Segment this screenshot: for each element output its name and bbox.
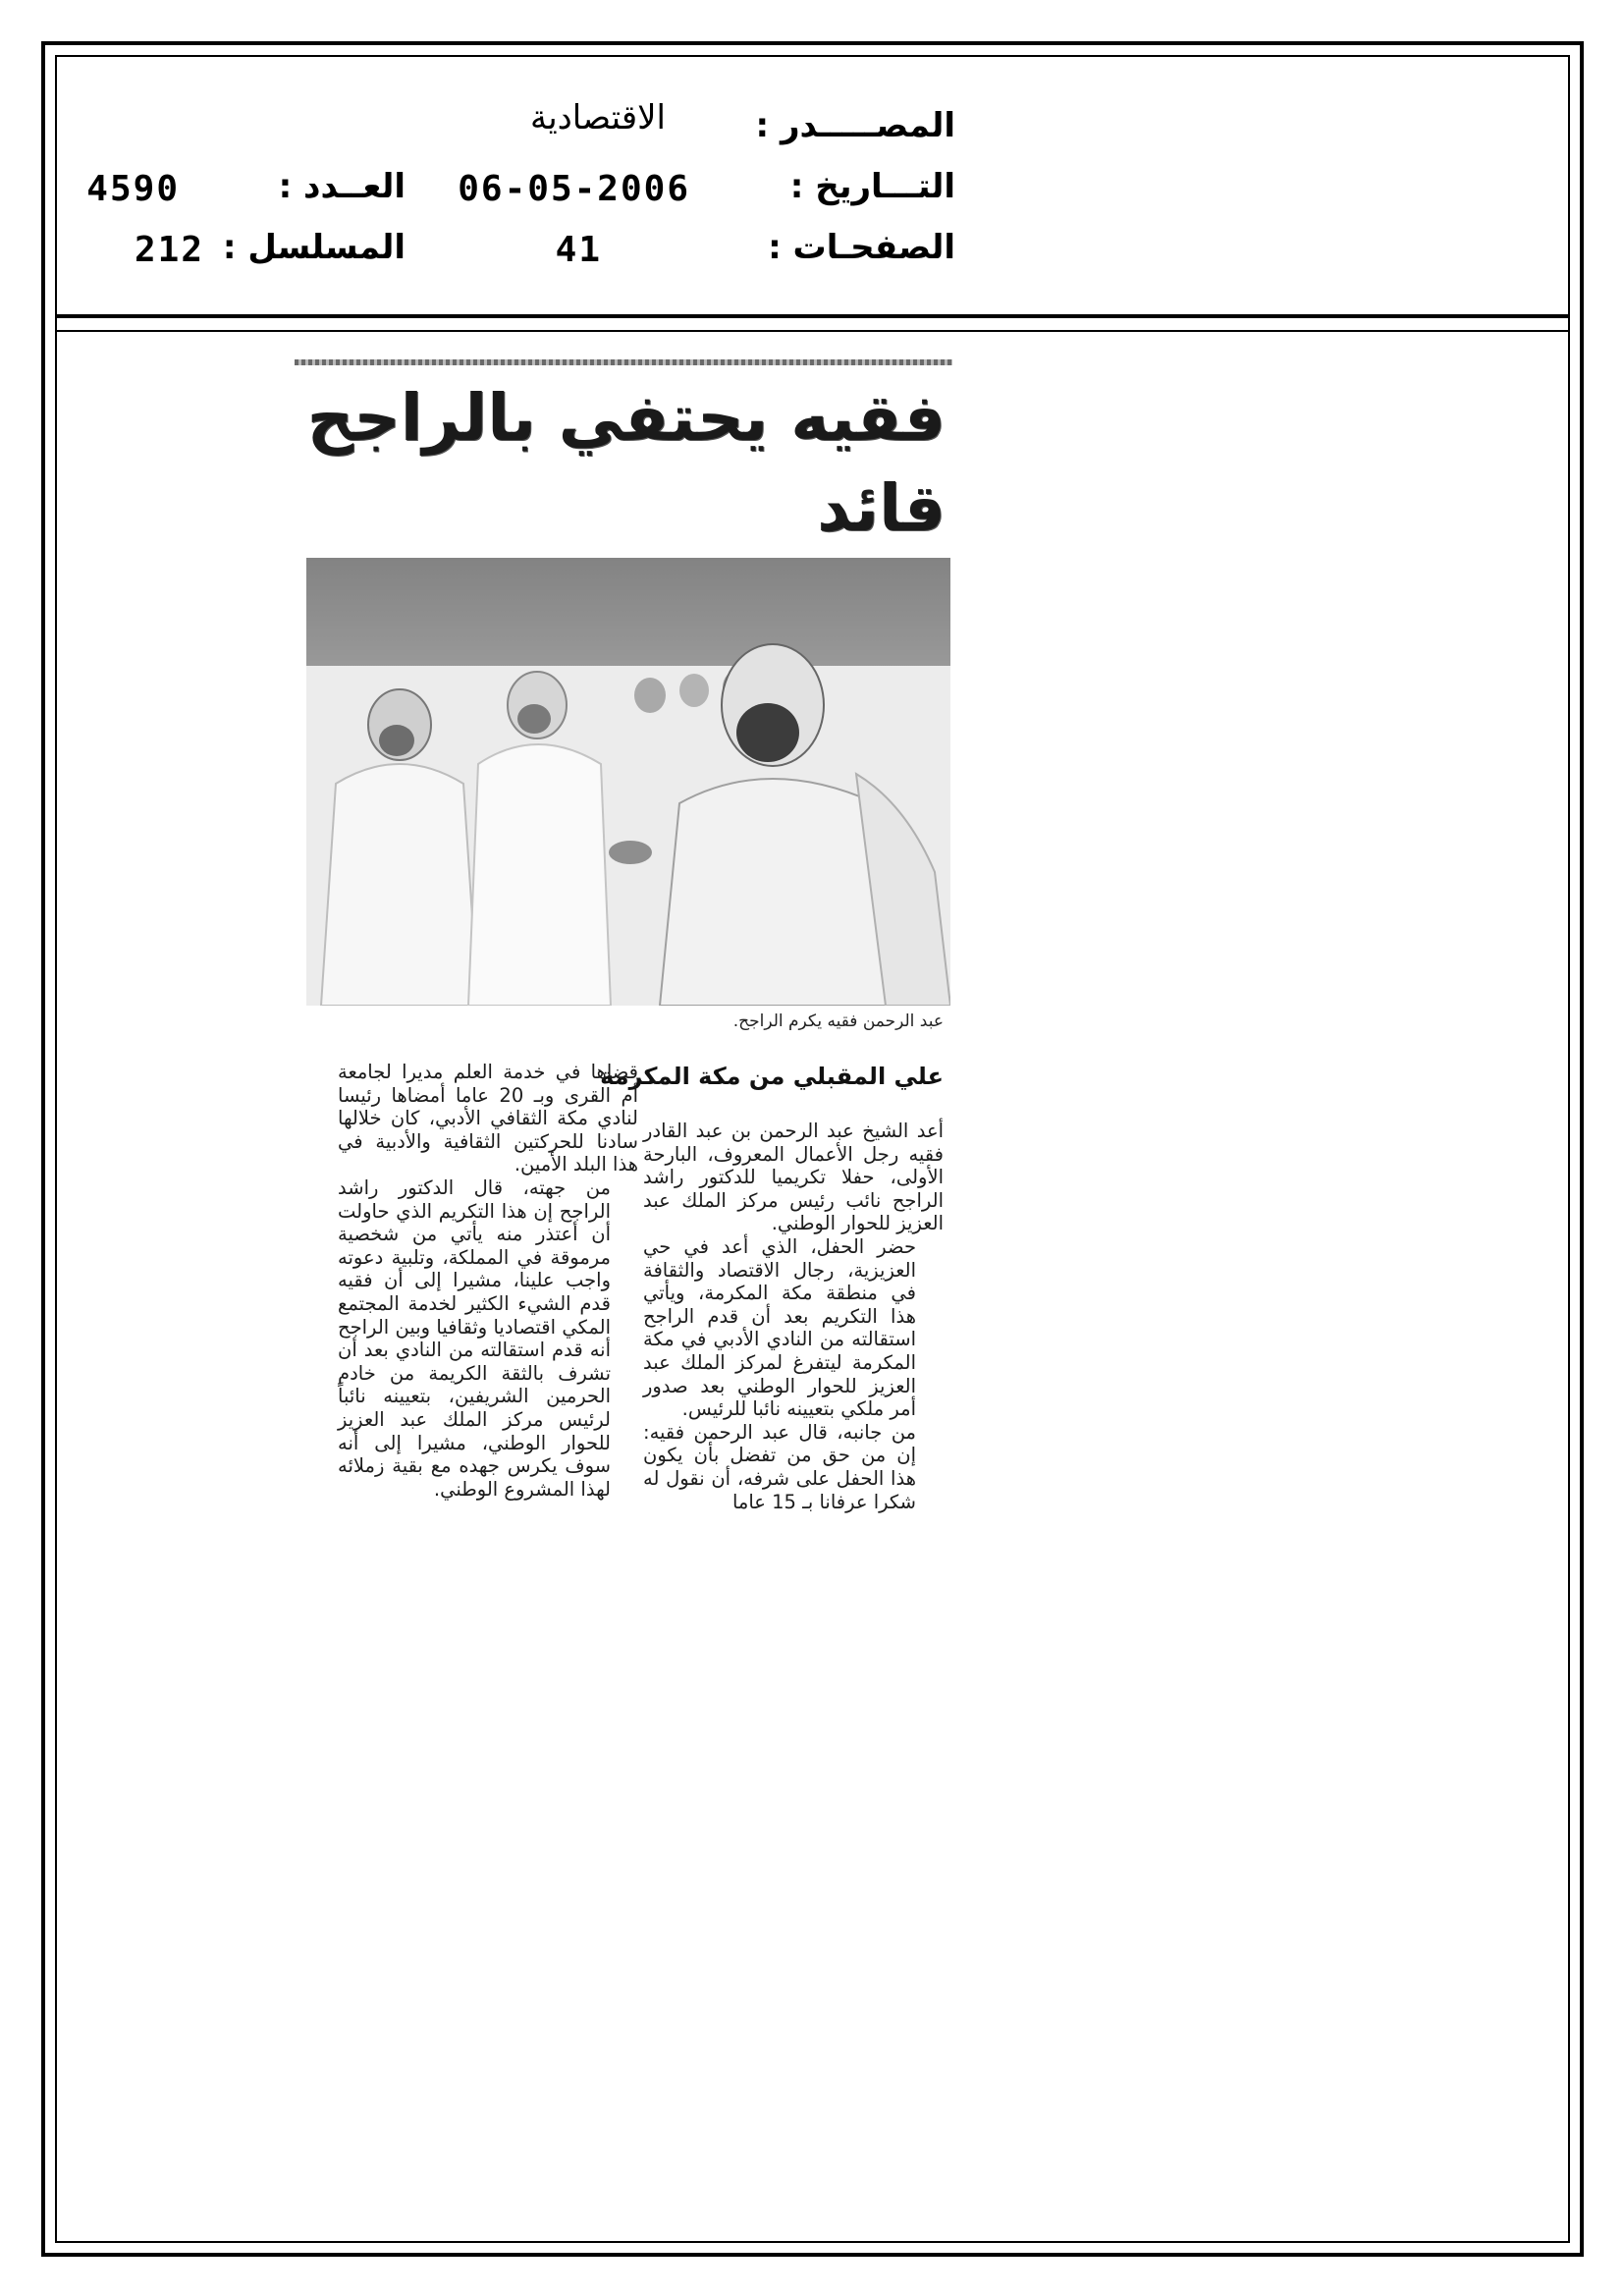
article-photo	[306, 558, 950, 1006]
article-column-2	[338, 1061, 638, 1501]
date-label: التـــاريخ :	[789, 167, 955, 206]
column-2-paragraph-2: من جهته، قال الدكتور راشد الراجح إن هذا التكريم الذي حاولت أن أعتذر منه يأتي من شخصية مرموقة في المملكة، وتلبية دعوته واجب علينا، مشيرا إلى أن فقيه قدم الشيء الكثير لخدمة المجتمع المكي اقتصاديا وثقافيا وبين الراجح أنه قدم استقالته من النادي بعد أن تشرف بالثقة الكريمة من خادم الحرمين الشريفين، بتعيينه نائباً لرئيس مركز الملك عبد العزيز للحوار الوطني، مشيرا إلى أنه سوف يكرس جهده مع بقية زملائه لهذا المشروع الوطني.	[338, 1175, 611, 1501]
header-divider-inner	[55, 330, 1570, 332]
article-column-1	[643, 1120, 944, 1513]
column-1-paragraph-3: من جانبه، قال عبد الرحمن فقيه: إن من حق من تفضل بأن يكون هذا الحفل على شرفه، أن نقول له شكرا عرفانا بـ 15 عاما	[643, 1420, 916, 1513]
issue-value: 4590	[86, 169, 180, 209]
date-value: 06-05-2006	[458, 169, 690, 209]
source-value: الاقتصادية	[529, 98, 666, 137]
pages-label: الصفحـات :	[768, 228, 955, 267]
source-label: المصـــــدر :	[755, 106, 955, 145]
serial-value: 212	[134, 230, 204, 270]
article-byline: علي المقبلي من مكة المكرمة	[600, 1063, 944, 1090]
photo-figures	[306, 558, 950, 1006]
pages-value: 41	[555, 230, 602, 270]
clipping-top-edge	[295, 359, 952, 365]
header-divider	[55, 314, 1570, 318]
column-1-paragraph-2: حضر الحفل، الذي أعد في حي العزيزية، رجال الاقتصاد والثقافة في منطقة مكة المكرمة، ويأتي هذا التكريم بعد أن قدم الراجح استقالته من النادي الأدبي في مكة المكرمة ليتفرغ لمركز الملك عبد العزيز للحوار الوطني بعد صدور أمر ملكي بتعيينه نائبا للرئيس.	[643, 1234, 916, 1421]
column-2-paragraph-1: قضاها في خدمة العلم مديرا لجامعة أم القرى وبـ 20 عاما أمضاها رئيسا لنادي مكة الثقافي الأدبي، كان خلالها سادنا للحركتين الثقافية والأدبية في هذا البلد الأمين.	[338, 1061, 638, 1176]
headline-line-1: فقيه يحتفي بالراجح قائد	[306, 380, 946, 546]
column-1-paragraph-1: أعد الشيخ عبد الرحمن بن عبد القادر فقيه رجل الأعمال المعروف، البارحة الأولى، حفلا تكريميا للدكتور راشد الراجح نائب رئيس مركز الملك عبد العزيز للحوار الوطني.	[643, 1120, 944, 1235]
issue-label: العــدد :	[278, 167, 406, 206]
serial-label: المسلسل :	[222, 228, 406, 267]
photo-caption: عبد الرحمن فقيه يكرم الراجح.	[732, 1011, 944, 1031]
